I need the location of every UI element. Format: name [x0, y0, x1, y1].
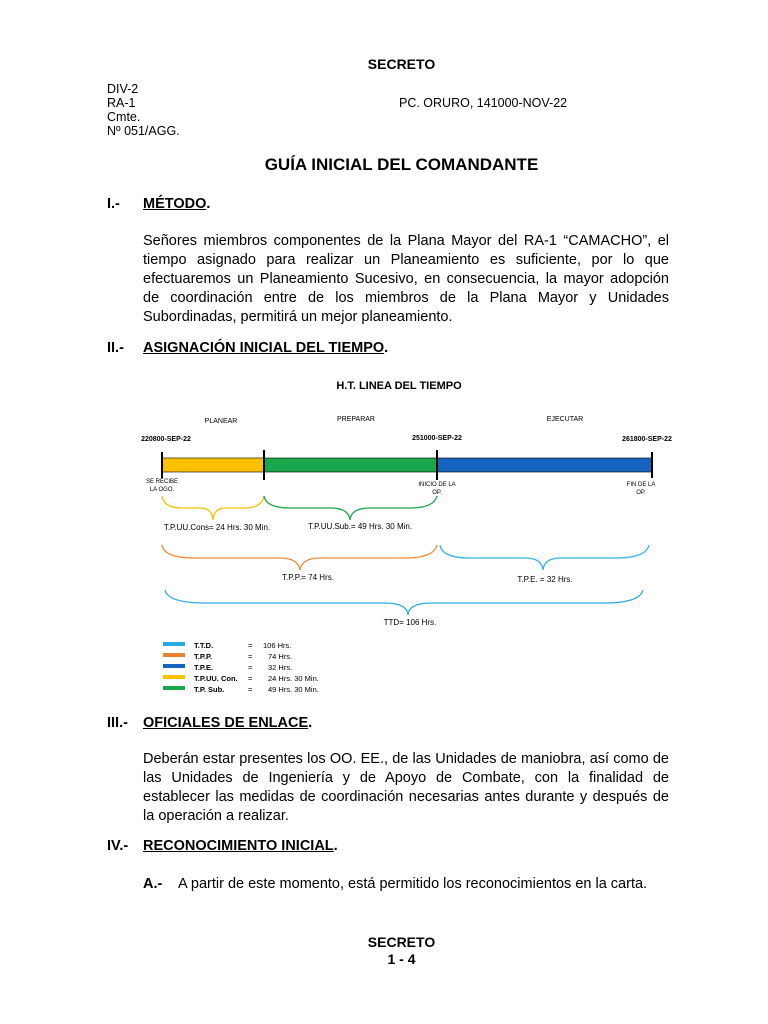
dtg-label: 220800-SEP-22	[141, 436, 191, 443]
brace-tpe	[440, 545, 649, 570]
event-label: LA OGO.	[149, 487, 175, 493]
section-number: I.-	[107, 196, 120, 212]
location-date: PC. ORURO, 141000-NOV-22	[399, 96, 568, 110]
legend-value: 106 Hrs.	[263, 641, 292, 650]
item-text: A partir de este momento, está permitido los reconocimientos en la carta.	[178, 876, 648, 892]
legend-eq: =	[248, 652, 253, 661]
legend-value: 74 Hrs.	[268, 652, 293, 661]
section-paragraph: Señores miembros componentes de la Plana Mayor del RA-1 “CAMACHO”, el tiempo asignado para realizar un Planeamiento es suficiente, por lo que efectuaremos un Planeamiento Sucesivo, en consecuencia, la mayor adopción de coordinación entre de los miembros de la Plana Mayor y Unidades Subordinadas, permitirá un mejor planeamiento.	[143, 233, 669, 325]
legend-swatch	[163, 664, 185, 668]
brace-ttd	[165, 590, 643, 615]
timeline-bar-blue	[437, 458, 652, 472]
brace-tpp	[162, 545, 437, 570]
legend-key: T.P.E.	[194, 663, 214, 672]
section-title: OFICIALES DE ENLACE.	[143, 715, 313, 731]
event-label: OP.	[636, 490, 646, 496]
legend-value: 24 Hrs. 30 Min.	[268, 674, 319, 683]
legend-key: T.P.P.	[194, 652, 213, 661]
legend-key: T.T.D.	[194, 641, 214, 650]
document-title: GUÍA INICIAL DEL COMANDANTE	[264, 155, 539, 174]
legend-eq: =	[248, 663, 253, 672]
timeline-legend	[163, 641, 319, 694]
brace-label: TTD= 106 Hrs.	[383, 618, 437, 627]
unit-line: DIV-2	[107, 82, 139, 96]
dtg-label: 251000-SEP-22	[412, 435, 462, 442]
legend-swatch	[163, 653, 185, 657]
brace-tpuu-sub	[264, 496, 437, 520]
unit-line: Nº 051/AGG.	[107, 124, 180, 138]
legend-swatch	[163, 642, 185, 646]
legend-swatch	[163, 686, 185, 690]
legend-swatch	[163, 675, 185, 679]
unit-line: Cmte.	[107, 110, 141, 124]
section-number: III.-	[107, 715, 128, 731]
section-title-text: ASIGNACIÓN INICIAL DEL TIEMPO	[143, 340, 385, 356]
legend-key: T.P. Sub.	[194, 685, 225, 694]
event-label: FIN DE LA	[626, 482, 656, 488]
phase-label: PLANEAR	[204, 418, 238, 425]
brace-tpuu-cons	[162, 496, 264, 520]
timeline-figure	[0, 370, 768, 700]
dtg-label: 261800-SEP-22	[622, 436, 672, 443]
legend-eq: =	[248, 641, 253, 650]
timeline-title: H.T. LINEA DEL TIEMPO	[336, 380, 462, 392]
section-title-text: OFICIALES DE ENLACE	[143, 715, 309, 731]
event-label: OP.	[432, 490, 442, 496]
event-label: SE RECIBE	[145, 479, 179, 485]
section-paragraph: Deberán estar presentes los OO. EE., de las Unidades de maniobra, así como de las Unidades de Ingeniería y de Apoyo de Combate, con la finalidad de establecer las medidas de coordinación necesarias antes durante y después de la operación a realizar.	[143, 751, 669, 824]
timeline-bar-green	[264, 458, 437, 472]
section-title-text: RECONOCIMIENTO INICIAL	[143, 838, 334, 854]
section-number: II.-	[107, 340, 124, 356]
legend-value: 32 Hrs.	[268, 663, 293, 672]
section-title: MÉTODO.	[143, 196, 211, 212]
classification-top: SECRETO	[367, 56, 436, 72]
brace-label: T.P.UU.Sub.= 49 Hrs. 30 Min.	[307, 522, 413, 531]
unit-header	[107, 82, 180, 138]
unit-line: RA-1	[107, 96, 136, 110]
section-title: RECONOCIMIENTO INICIAL.	[143, 838, 338, 854]
classification-bottom: SECRETO	[367, 934, 436, 950]
page-number: 1 - 4	[387, 951, 416, 967]
phase-label: PREPARAR	[337, 416, 375, 423]
legend-eq: =	[248, 685, 253, 694]
legend-eq: =	[248, 674, 253, 683]
brace-label: T.P.E. = 32 Hrs.	[517, 575, 573, 584]
brace-label: T.P.P.= 74 Hrs.	[282, 573, 334, 582]
legend-key: T.P.UU. Con.	[194, 674, 238, 683]
item-label: A.-	[143, 876, 163, 892]
section-title: ASIGNACIÓN INICIAL DEL TIEMPO.	[143, 340, 389, 356]
event-label: INICIO DE LA	[418, 482, 456, 488]
phase-label: EJECUTAR	[546, 416, 584, 423]
brace-label: T.P.UU.Cons= 24 Hrs. 30 Min.	[163, 523, 271, 532]
section-title-text: MÉTODO	[143, 196, 207, 212]
legend-value: 49 Hrs. 30 Min.	[268, 685, 319, 694]
timeline-bar-yellow	[162, 458, 264, 472]
section-number: IV.-	[107, 838, 129, 854]
